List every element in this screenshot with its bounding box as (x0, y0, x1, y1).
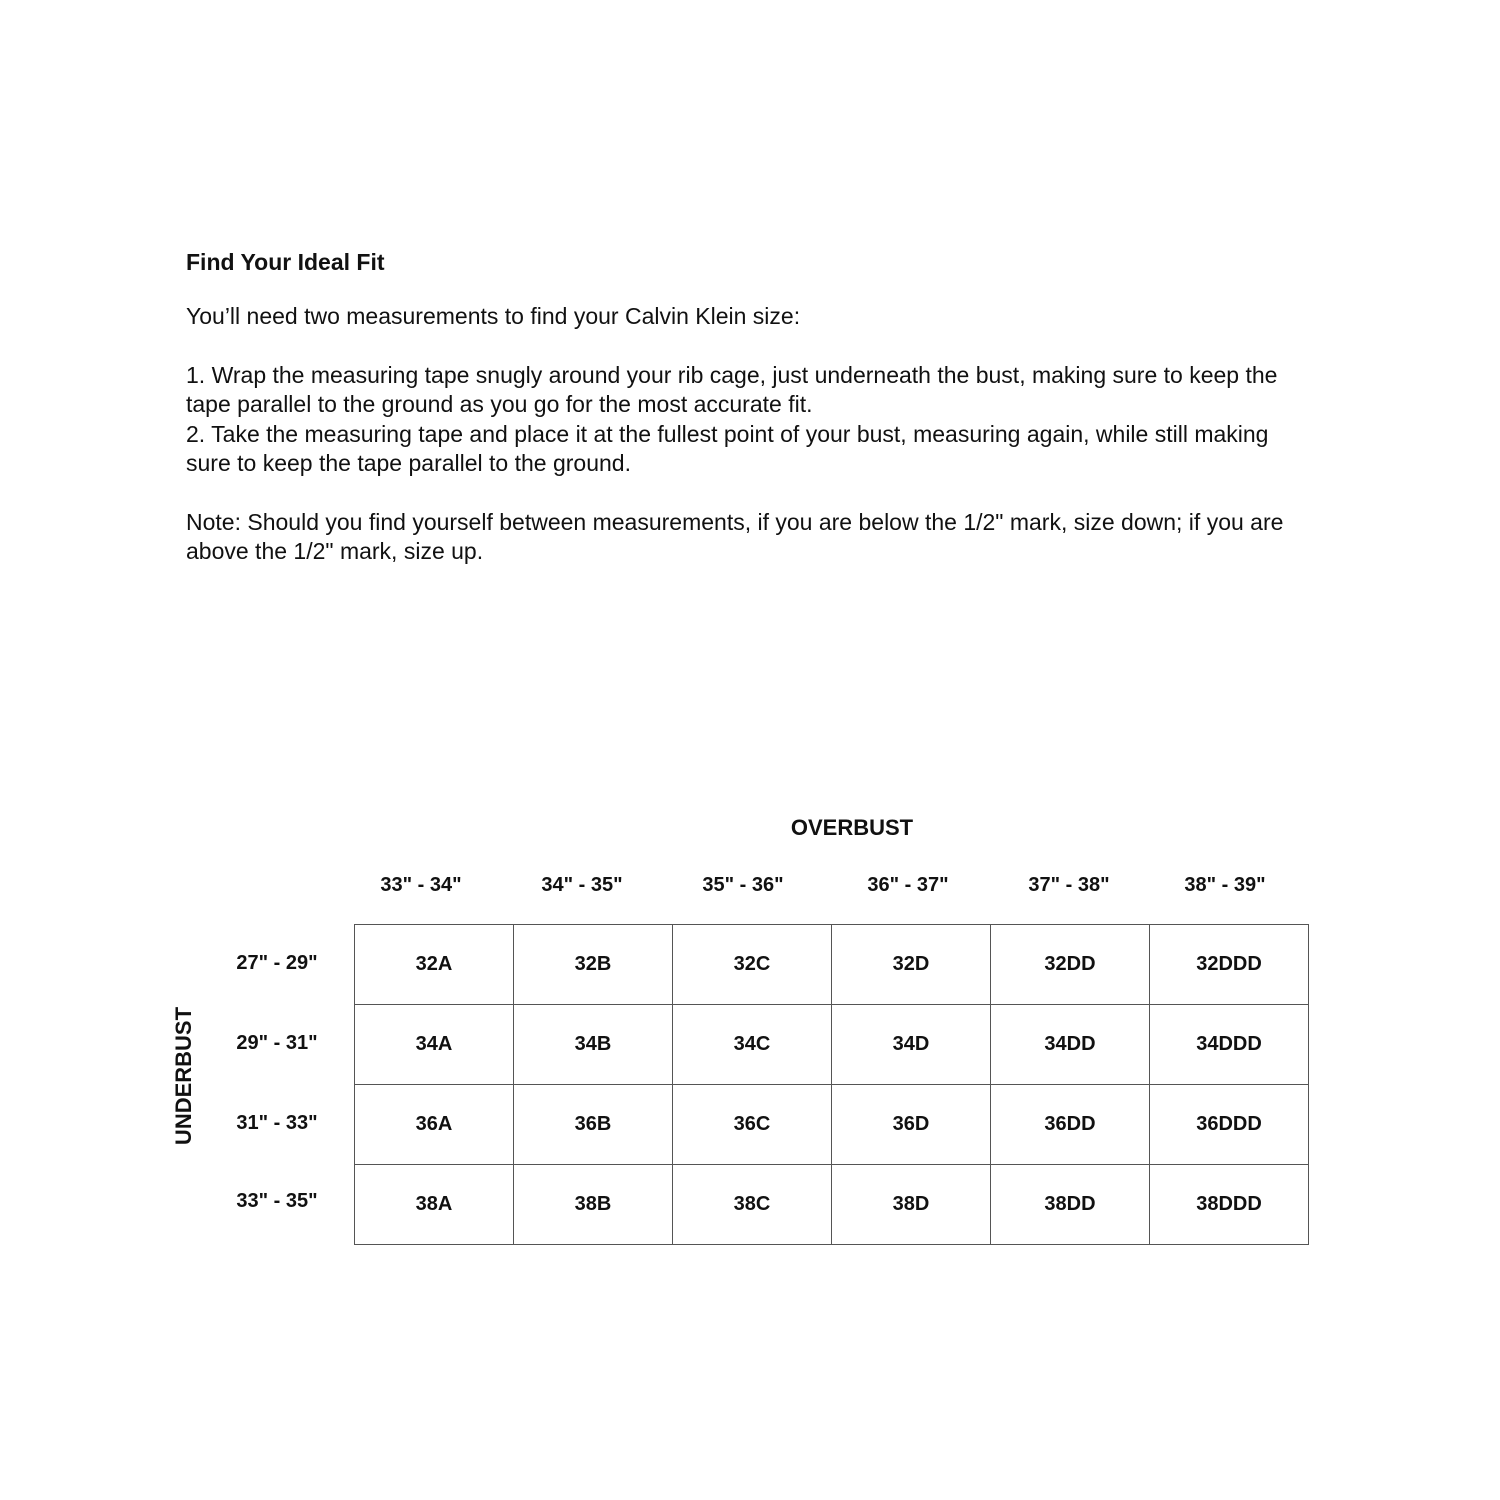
size-cell: 38DDD (1150, 1165, 1309, 1245)
size-cell: 34A (355, 1005, 514, 1085)
table-row (355, 1005, 1309, 1085)
size-cell: 32DDD (1150, 925, 1309, 1005)
table-row (355, 925, 1309, 1005)
size-cell: 36C (673, 1085, 832, 1165)
intro-lead-paragraph (186, 302, 1316, 332)
size-cell: 32A (355, 925, 514, 1005)
size-cell: 36B (514, 1085, 673, 1165)
row-header: 31" - 33" (236, 1112, 318, 1134)
column-header: 35" - 36" (702, 874, 784, 896)
step-2-text: 2. Take the measuring tape and place it at the fullest point of your bust, measuring again, while still making sure to keep the tape parallel to the ground. (186, 420, 1269, 476)
row-header: 33" - 35" (236, 1190, 318, 1212)
size-cell: 32B (514, 925, 673, 1005)
note-paragraph (186, 508, 1316, 567)
size-cell: 34DD (991, 1005, 1150, 1085)
size-cell: 36A (355, 1085, 514, 1165)
column-header: 36" - 37" (867, 874, 949, 896)
table-row (355, 1165, 1309, 1245)
page-title: Find Your Ideal Fit (186, 249, 385, 275)
size-cell: 32DD (991, 925, 1150, 1005)
row-header: 29" - 31" (236, 1032, 318, 1054)
fit-guide-intro (186, 246, 1316, 596)
size-cell: 38DD (991, 1165, 1150, 1245)
row-header: 27" - 29" (236, 952, 318, 974)
column-header: 34" - 35" (541, 874, 623, 896)
size-cell: 36DD (991, 1085, 1150, 1165)
column-header: 33" - 34" (380, 874, 462, 896)
column-header: 38" - 39" (1184, 874, 1266, 896)
size-cell: 32D (832, 925, 991, 1005)
size-cell: 36DDD (1150, 1085, 1309, 1165)
size-cell: 38A (355, 1165, 514, 1245)
size-cell: 34DDD (1150, 1005, 1309, 1085)
size-cell: 34C (673, 1005, 832, 1085)
size-cell: 38D (832, 1165, 991, 1245)
size-cell: 36D (832, 1085, 991, 1165)
note-text: Note: Should you find yourself between measurements, if you are below the 1/2" mark, size down; if you are above the 1/2" mark, size up. (186, 508, 1284, 564)
size-cell: 32C (673, 925, 832, 1005)
size-cell: 34B (514, 1005, 673, 1085)
size-cell: 38B (514, 1165, 673, 1245)
size-chart-table (354, 924, 1309, 1245)
size-cell: 34D (832, 1005, 991, 1085)
overbust-axis-label: OVERBUST (790, 815, 914, 840)
measuring-steps (186, 361, 1316, 479)
column-header: 37" - 38" (1028, 874, 1110, 896)
size-cell: 38C (673, 1165, 832, 1245)
underbust-axis-label: UNDERBUST (171, 1006, 196, 1146)
table-row (355, 1085, 1309, 1165)
intro-lead-text: You’ll need two measurements to find your Calvin Klein size: (186, 303, 801, 329)
step-1-text: 1. Wrap the measuring tape snugly around your rib cage, just underneath the bust, making sure to keep the tape parallel to the ground as you go for the most accurate fit. (186, 361, 1278, 417)
